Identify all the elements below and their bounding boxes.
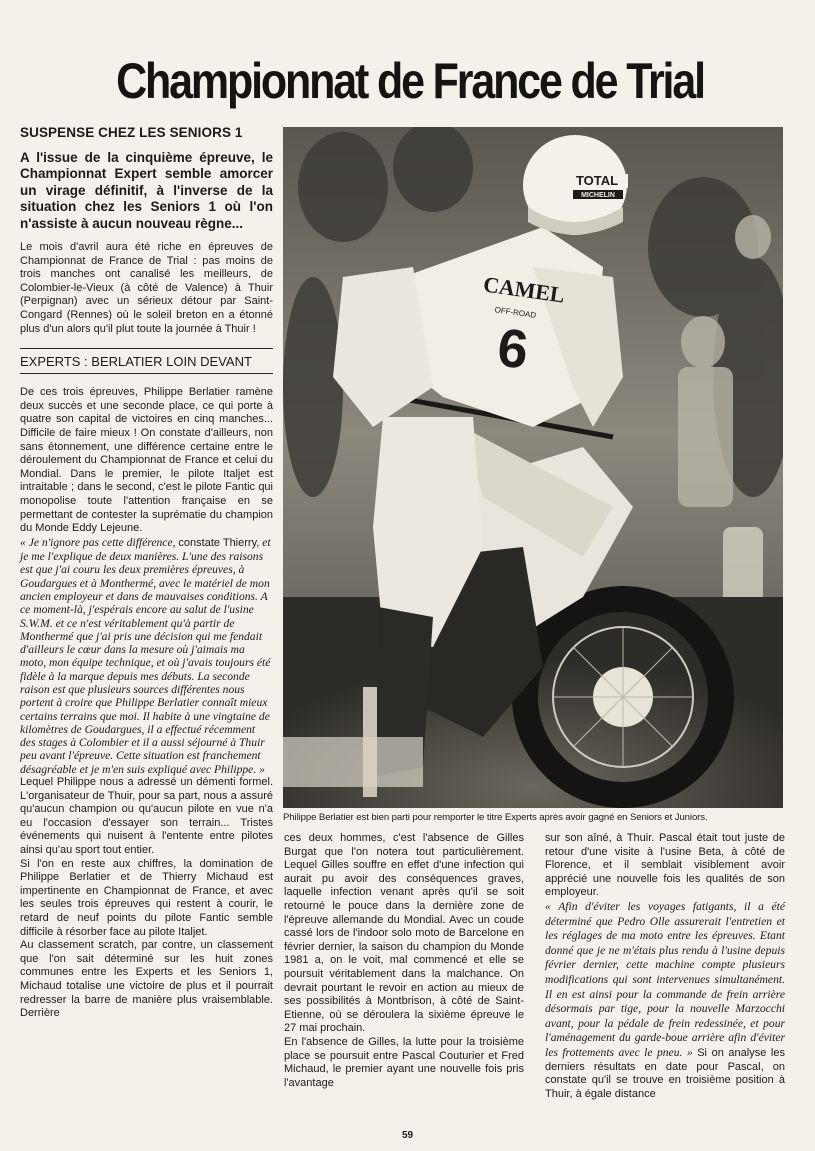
middle-column: [284, 832, 524, 1090]
lead-paragraph: A l'issue de la cinquième épreuve, le Championnat Expert semble amorcer un virage définitif, à l'inverse de la situation chez les Seniors 1 où l'on n'assiste à aucun nouveau règne...: [20, 150, 273, 231]
jersey-sponsor: CAMEL: [481, 271, 567, 308]
intro-paragraph: Le mois d'avril aura été riche en épreuves de Championnat de France de Trial : pas moins de trois manches ont canalisé les meilleurs, de Colombier-le-Vieux (à côté de Valence) à Thuir (Perpignan) avec un sérieux détour par Saint-Congard (Rennes) où le soleil breton en a étonné plus d'un alors qu'il plut toute la journée à Thuir !: [20, 241, 273, 335]
denial-paragraph: Lequel Philippe nous a adressé un démenti formel. L'organisateur de Thuir, pour sa part, nous a assuré qu'aucun champion ou qu'aucun pilote en vue n'a eu l'occasion d'essayer son terrain... Tristes événements qui nuisent à l'entente entre pilotes ainsi qu'au sport tout entier.: [20, 776, 273, 857]
third-place-paragraph: En l'absence de Gilles, la lutte pour la troisième place se poursuit entre Pascal Couturier et Fred Michaud, le premier ayant une nouvelle fois pris l'avantage: [284, 1035, 524, 1089]
section2-heading-box: [20, 348, 273, 374]
helmet-sub-sponsor: MICHELIN: [581, 192, 615, 199]
rider-illustration: [283, 127, 783, 808]
quote-open: « Je n'ignore pas cette différence,: [20, 535, 179, 549]
helmet-sponsor: TOTAL: [575, 173, 619, 188]
pascal-paragraph: sur son aîné, à Thuir. Pascal était tout juste de retour d'une visite à l'usine Beta, à côté de Florence, et il semblait visiblement avoir apprécié une nouvelle fois les qualités de son employeur.: [545, 832, 785, 899]
quote-rest: et je me l'explique de deux manières. L'une des raisons est que j'ai couru les deux premières épreuves, à Goudargues et à Monthermé, avec le matériel de mon ancien employeur et dans de mauvaises conditions. A ce moment-là, j'espérais encore au salut de l'usine S.W.M. et ce n'est véritablement qu'à partir de Monthermé que j'ai pris une décision qui me fendait d'ailleurs le cœur dans la mesure où j'aimais ma moto, mon équipe technique, et où j'avais toujours été fidèle à la marque depuis mes débuts. La seconde raison est que plusieurs sources différentes nous portent à croire que Philippe Berlatier connaît mieux certains terrains que moi. Il habite à une vingtaine de kilomètres de Goudargues, il a effectué récemment des stages à Colombier et il a aussi séjourné à Thuir peu avant l'épreuve. Cette situation est franchement désagréable et je m'en suis expliqué avec Philippe. »: [20, 535, 271, 776]
photo-caption: Philippe Berlatier est bien parti pour remporter le titre Experts après avoir gagné en Seniors et Juniors.: [283, 812, 708, 823]
quote-paragraph: [20, 536, 273, 776]
trial-rider-photo: [283, 127, 783, 808]
left-column: [20, 124, 273, 1021]
analysis-text: Si on analyse les derniers résultats en date pour Pascal, on constate qu'il se trouve en troisième position à Thuir, à égale distance: [545, 1046, 785, 1100]
quote-attribution: constate Thierry,: [178, 536, 260, 549]
scratch-paragraph: Au classement scratch, par contre, un classement que l'on sait déterminé sur les huit zones communes entre les Experts et les Seniors 1, Michaud totalise une victoire de plus et il pourrait redresser la barre de manière plus vraisemblable. Derrière: [20, 939, 273, 1020]
rider-number: 6: [494, 317, 531, 381]
article-title: Championnat de France de Trial: [116, 53, 704, 109]
right-column: [545, 832, 785, 1101]
section1-heading: SUSPENSE CHEZ LES SENIORS 1: [20, 125, 243, 140]
page-number: 59: [401, 1130, 414, 1141]
burgat-paragraph: ces deux hommes, c'est l'absence de Gilles Burgat que l'on notera tout particulièrement. Lequel Gilles souffre en effet d'une infection qui aurait pu avoir des conséquences graves, laquelle infection venant après qu'il se soit retourné le pouce dans la dernière zone de l'épreuve allemande du Mondial. Avec un coude cassé lors de l'indoor solo moto de Barcelone en février dernier, la saison du champion du Monde 1981 a, on le voit, mal commencé et elle se poursuit véritablement dans la malchance. On devrait pourtant le revoir en action au mieux de ses possibilités à Montbrison, à côté de Saint-Etienne, où se déroulera la sixième épreuve le 27 mai prochain.: [284, 832, 524, 1035]
pascal-quote-paragraph: [545, 900, 785, 1101]
experts-paragraph: De ces trois épreuves, Philippe Berlatier ramène deux succès et une seconde place, ce qui porte à quatre son capital de victoires en cinq manches... Difficile de faire mieux ! On constate d'ailleurs, non sans étonnement, une différence certaine entre le déroulement du Championnat de France et celui du Mondial. Dans le premier, le pilote Italjet est intraitable ; dans le second, c'est le pilote Fantic qui monopolise toute l'attention française en se permettant de contester la suprématie du champion du Monde Eddy Lejeune.: [20, 386, 273, 535]
pascal-quote: « Afin d'éviter les voyages fatigants, il a été déterminé que Pedro Olle assurerait l'entretien et les réglages de ma moto entre les épreuves. Etant donné que je ne m'étais plus rendu à l'usine depuis février dernier, cette machine compte plusieurs modifications qui sont intervenues simultanément. Il en est ainsi pour la commande de frein arrière désormais par tige, pour la nouvelle Marzocchi avant, pour la pédale de frein redessinée, et pour l'aménagement du garde-boue arrière afin d'éviter les frottements avec le pneu. »: [545, 899, 785, 1059]
jersey-sponsor-sub: OFF-ROAD: [494, 305, 537, 320]
figures-paragraph: Si l'on en reste aux chiffres, la domination de Philippe Berlatier et de Thierry Michaud est impertinente en Championnat de France, et avec les seules trois épreuves qui restent à courir, le retard de neuf points du pilote Fantic semble difficile à résorber face au pilote Italjet.: [20, 857, 273, 938]
section2-heading: EXPERTS : BERLATIER LOIN DEVANT: [20, 354, 252, 370]
